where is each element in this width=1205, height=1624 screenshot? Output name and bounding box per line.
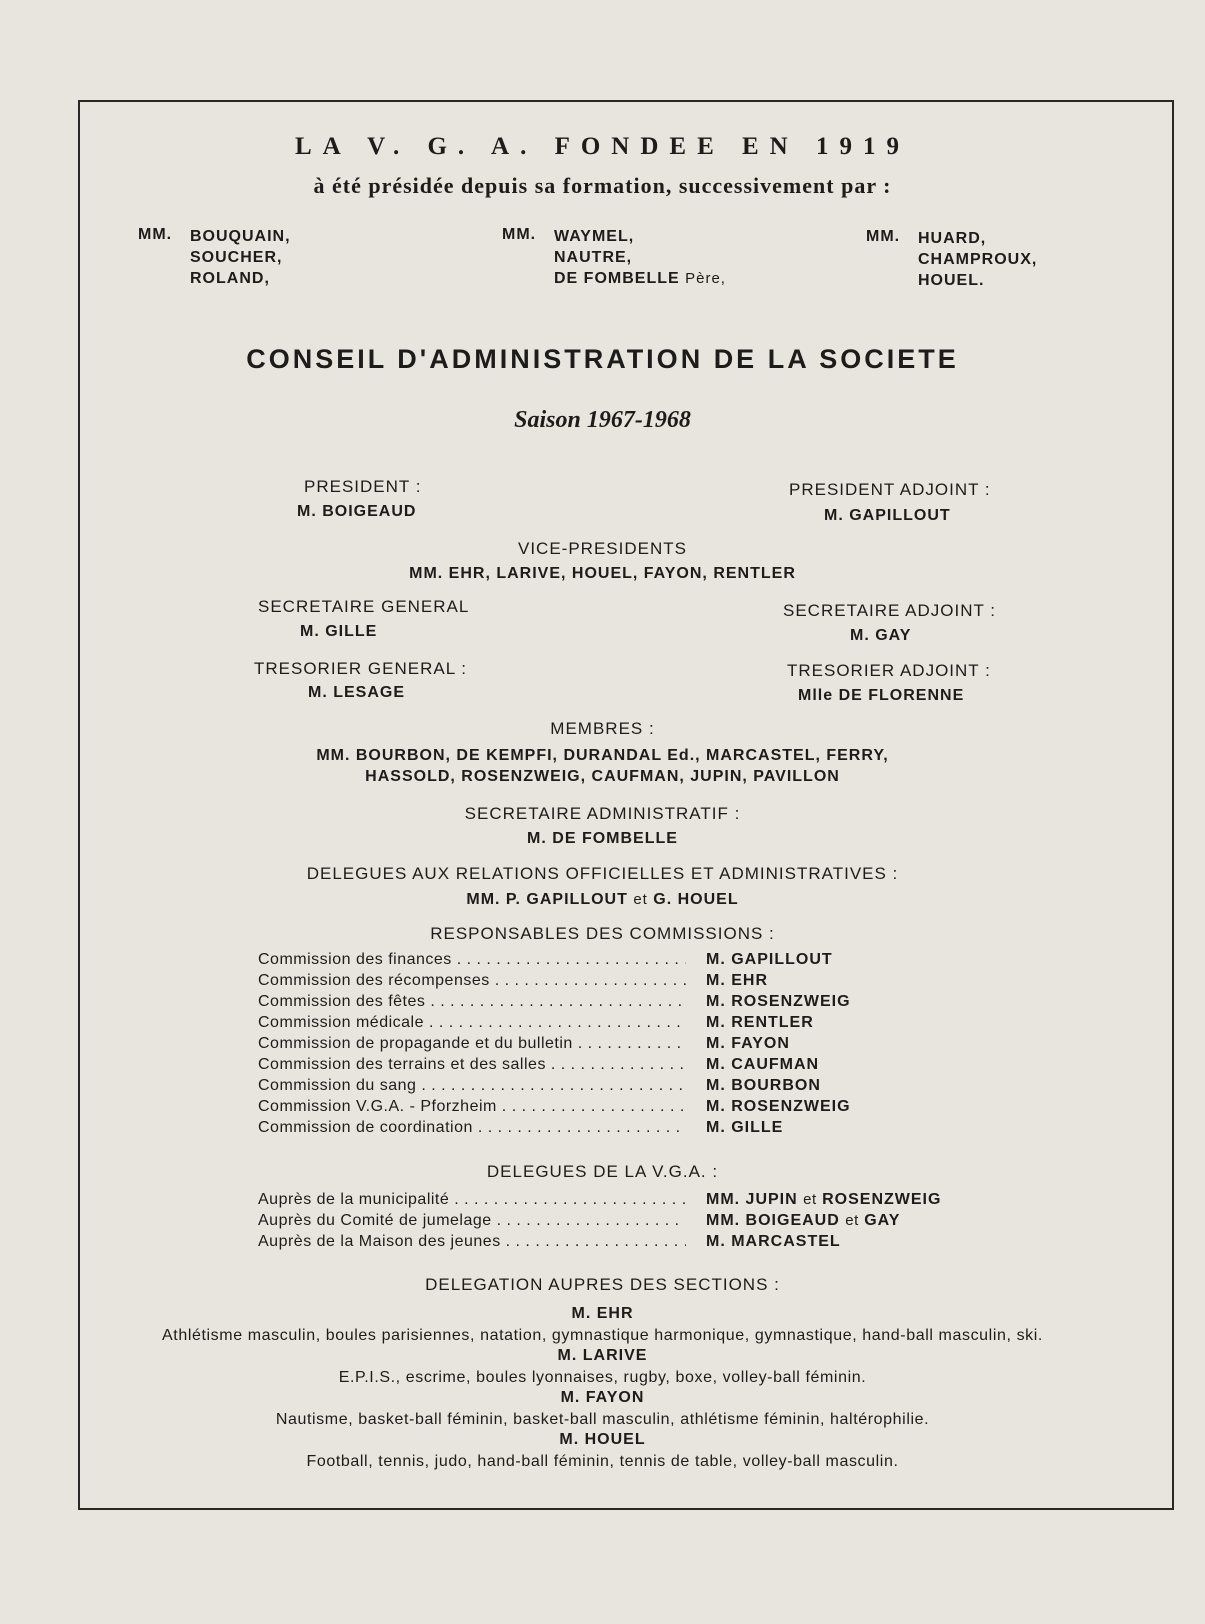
president-adjoint-label: PRESIDENT ADJOINT : <box>789 480 991 499</box>
vice-presidents-names: MM. EHR, LARIVE, HOUEL, FAYON, RENTLER <box>409 565 796 582</box>
vice-presidents-label: VICE-PRESIDENTS <box>518 539 687 558</box>
commission-row: Commission des fêtes . . . M. ROSENZWEIG <box>258 993 998 1014</box>
commission-row: Commission médicale . . . M. RENTLER <box>258 1014 998 1035</box>
secretary-adjoint-label: SECRETAIRE ADJOINT : <box>783 601 997 620</box>
commissions-label: RESPONSABLES DES COMMISSIONS : <box>430 924 775 943</box>
treasurer-name: M. LESAGE <box>308 684 406 701</box>
past-presidents-col1-prefix: MM. <box>138 226 173 243</box>
section-delegate-name: M. HOUEL <box>559 1431 646 1448</box>
season-label: Saison 1967-1968 <box>514 407 691 433</box>
past-presidents-col2 <box>554 226 726 289</box>
board-title: CONSEIL D'ADMINISTRATION DE LA SOCIETE <box>246 344 959 374</box>
page-title: LA V. G. A. FONDEE EN 1919 <box>294 133 910 160</box>
section-delegate-name: M. LARIVE <box>557 1347 648 1364</box>
members-line-1: MM. BOURBON, DE KEMPFI, DURANDAL Ed., MARCASTEL, FERRY, <box>316 747 889 764</box>
members-label: MEMBRES : <box>550 719 655 738</box>
delegate-row: Auprès de la municipalité . . . MM. JUPIN et ROSENZWEIG <box>258 1191 998 1212</box>
past-presidents-col1 <box>190 226 291 289</box>
commission-row: Commission de coordination . . . M. GILLE <box>258 1119 998 1140</box>
president-name: M. BOIGEAUD <box>297 503 417 520</box>
past-president-name: ROLAND, <box>190 270 270 287</box>
past-president-name: DE FOMBELLE Père, <box>554 270 726 287</box>
past-president-name: HOUEL. <box>918 272 985 289</box>
vga-delegates-label: DELEGUES DE LA V.G.A. : <box>486 1162 719 1181</box>
section-list: Football, tennis, judo, hand-ball féminin, tennis de table, volley-ball masculin. <box>306 1453 899 1470</box>
delegate-row: Auprès de la Maison des jeunes . . . M. MARCASTEL <box>258 1233 998 1254</box>
commission-row: Commission des finances . . . M. GAPILLOUT <box>258 951 998 972</box>
section-delegate-name: M. EHR <box>571 1305 634 1322</box>
secretary-adjoint-name: M. GAY <box>850 627 912 644</box>
official-delegates-label: DELEGUES AUX RELATIONS OFFICIELLES ET ADMINISTRATIVES : <box>306 864 899 883</box>
commission-row: Commission V.G.A. - Pforzheim . . . M. ROSENZWEIG <box>258 1098 998 1119</box>
treasurer-label: TRESORIER GENERAL : <box>254 659 467 678</box>
past-president-name: NAUTRE, <box>554 249 633 266</box>
members-line-2: HASSOLD, ROSENZWEIG, CAUFMAN, JUPIN, PAVILLON <box>365 768 840 785</box>
sections-label: DELEGATION AUPRES DES SECTIONS : <box>425 1275 780 1294</box>
treasurer-adjoint-name: Mlle DE FLORENNE <box>798 687 965 704</box>
section-list: Nautisme, basket-ball féminin, basket-ball masculin, athlétisme féminin, haltérophilie. <box>275 1411 930 1428</box>
past-president-name: BOUQUAIN, <box>190 228 291 245</box>
president-adjoint-name: M. GAPILLOUT <box>824 507 951 524</box>
secretary-label: SECRETAIRE GENERAL <box>258 597 470 616</box>
admin-secretary-label: SECRETAIRE ADMINISTRATIF : <box>464 804 741 823</box>
admin-secretary-name: M. DE FOMBELLE <box>527 830 678 847</box>
president-label: PRESIDENT : <box>304 477 422 496</box>
past-presidents-col3-prefix: MM. <box>866 228 901 245</box>
section-list: E.P.I.S., escrime, boules lyonnaises, rugby, boxe, volley-ball féminin. <box>338 1369 867 1386</box>
secretary-name: M. GILLE <box>300 623 378 640</box>
commission-row: Commission des terrains et des salles . . . M. CAUFMAN <box>258 1056 998 1077</box>
official-delegates-names: MM. P. GAPILLOUT et G. HOUEL <box>466 891 739 908</box>
past-presidents-col3 <box>918 228 1037 291</box>
section-list: Athlétisme masculin, boules parisiennes, natation, gymnastique harmonique, gymnastique, hand-ball masculin, ski. <box>162 1327 1043 1344</box>
past-president-name: SOUCHER, <box>190 249 283 266</box>
page-subtitle: à été présidée depuis sa formation, successivement par : <box>313 173 892 198</box>
past-president-name: HUARD, <box>918 230 987 247</box>
commission-row: Commission de propagande et du bulletin . . . M. FAYON <box>258 1035 998 1056</box>
treasurer-adjoint-label: TRESORIER ADJOINT : <box>787 661 991 680</box>
past-president-name: WAYMEL, <box>554 228 635 245</box>
past-president-name: CHAMPROUX, <box>918 251 1038 268</box>
commission-row: Commission du sang . . . M. BOURBON <box>258 1077 998 1098</box>
past-presidents-col2-prefix: MM. <box>502 226 537 243</box>
delegate-row: Auprès du Comité de jumelage . . . MM. BOIGEAUD et GAY <box>258 1212 998 1233</box>
commission-row: Commission des récompenses . . . M. EHR <box>258 972 998 993</box>
section-delegate-name: M. FAYON <box>560 1389 645 1406</box>
